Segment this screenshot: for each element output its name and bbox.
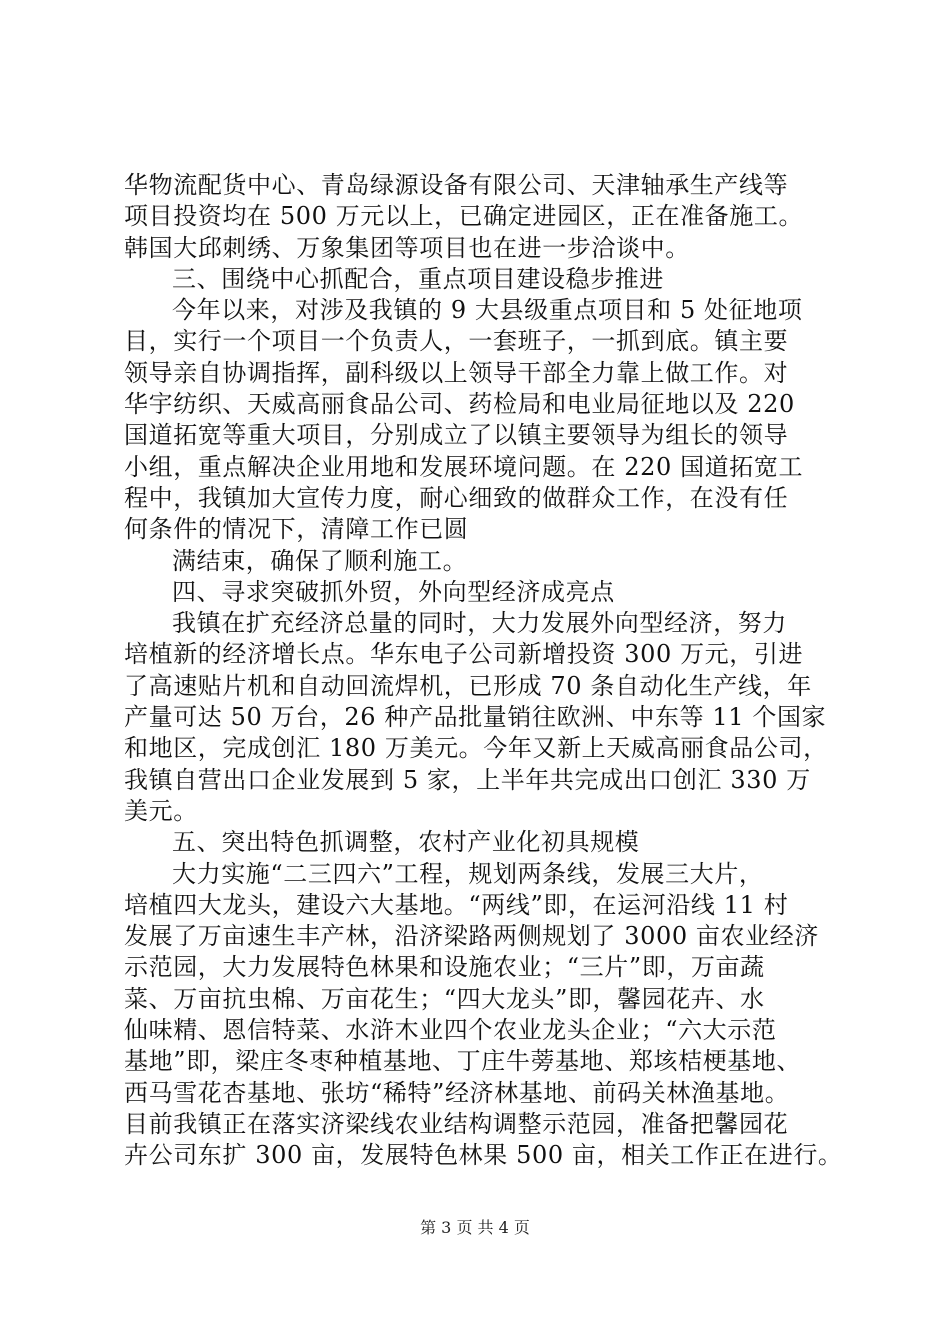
text-line: 示范园，大力发展特色林果和设施农业；“三片”即，万亩蔬: [124, 953, 765, 982]
text-line: 四、寻求突破抓外贸，外向型经济成亮点: [172, 577, 615, 606]
text-line: 项目投资均在 500 万元以上，已确定进园区，正在准备施工。: [124, 202, 804, 231]
text-line: 五、突出特色抓调整，农村产业化初具规模: [172, 828, 640, 857]
text-line: 小组，重点解决企业用地和发展环境问题。在 220 国道拓宽工: [124, 452, 804, 481]
text-line: 卉公司东扩 300 亩，发展特色林果 500 亩，相关工作正在进行。: [124, 1141, 843, 1170]
text-line: 目，实行一个项目一个负责人，一套班子，一抓到底。镇主要: [124, 327, 789, 356]
text-line: 目前我镇正在落实济梁线农业结构调整示范园，准备把馨园花: [124, 1109, 789, 1138]
text-line: 菜、万亩抗虫棉、万亩花生；“四大龙头”即，馨园花卉、水: [124, 984, 765, 1013]
text-line: 程中，我镇加大宣传力度，耐心细致的做群众工作，在没有任: [124, 483, 789, 512]
text-line: 华物流配货中心、青岛绿源设备有限公司、天津轴承生产线等: [124, 171, 789, 199]
text-line: 今年以来，对涉及我镇的 9 大县级重点项目和 5 处征地项: [172, 296, 803, 325]
text-line: 仙味精、恩信特菜、水浒木业四个农业龙头企业；“六大示范: [124, 1016, 777, 1045]
text-line: 华宇纺织、天威高丽食品公司、药检局和电业局征地以及 220: [124, 390, 795, 419]
text-line: 和地区，完成创汇 180 万美元。今年又新上天威高丽食品公司，: [124, 734, 828, 763]
text-line: 发展了万亩速生丰产林，沿济梁路两侧规划了 3000 亩农业经济: [124, 922, 819, 951]
body-text: [124, 170, 843, 1172]
text-line: 培植四大龙头，建设六大基地。“两线”即，在运河沿线 11 村: [124, 890, 789, 919]
text-line: 国道拓宽等重大项目，分别成立了以镇主要领导为组长的领导: [124, 421, 789, 450]
text-line: 我镇自营出口企业发展到 5 家，上半年共完成出口创汇 330 万: [124, 765, 811, 794]
text-line: 了高速贴片机和自动回流焊机，已形成 70 条自动化生产线，年: [124, 671, 812, 700]
text-line: 培植新的经济增长点。华东电子公司新增投资 300 万元，引进: [124, 640, 804, 669]
page-footer: 第 3 页 共 4 页: [420, 1218, 530, 1237]
text-line: 领导亲自协调指挥，副科级以上领导干部全力靠上做工作。对: [124, 358, 789, 387]
text-line: 满结束，确保了顺利施工。: [172, 546, 468, 575]
text-line: 何条件的情况下，清障工作已圆: [124, 515, 469, 544]
text-line: 韩国大邱刺绣、万象集团等项目也在进一步洽谈中。: [124, 233, 690, 262]
text-line: 三、围绕中心抓配合，重点项目建设稳步推进: [172, 264, 664, 293]
text-line: 美元。: [124, 796, 198, 825]
text-line: 西马雪花杏基地、张坊“稀特”经济林基地、前码关林渔基地。: [124, 1078, 790, 1107]
text-line: 基地”即，梁庄冬枣种植基地、丁庄牛蒡基地、郑垓桔梗基地、: [124, 1047, 802, 1076]
text-line: 我镇在扩充经济总量的同时，大力发展外向型经济，努力: [172, 609, 787, 638]
text-line: 大力实施“二三四六”工程，规划两条线，发展三大片，: [172, 859, 764, 888]
text-line: 产量可达 50 万台，26 种产品批量销往欧洲、中东等 11 个国家: [124, 703, 827, 732]
